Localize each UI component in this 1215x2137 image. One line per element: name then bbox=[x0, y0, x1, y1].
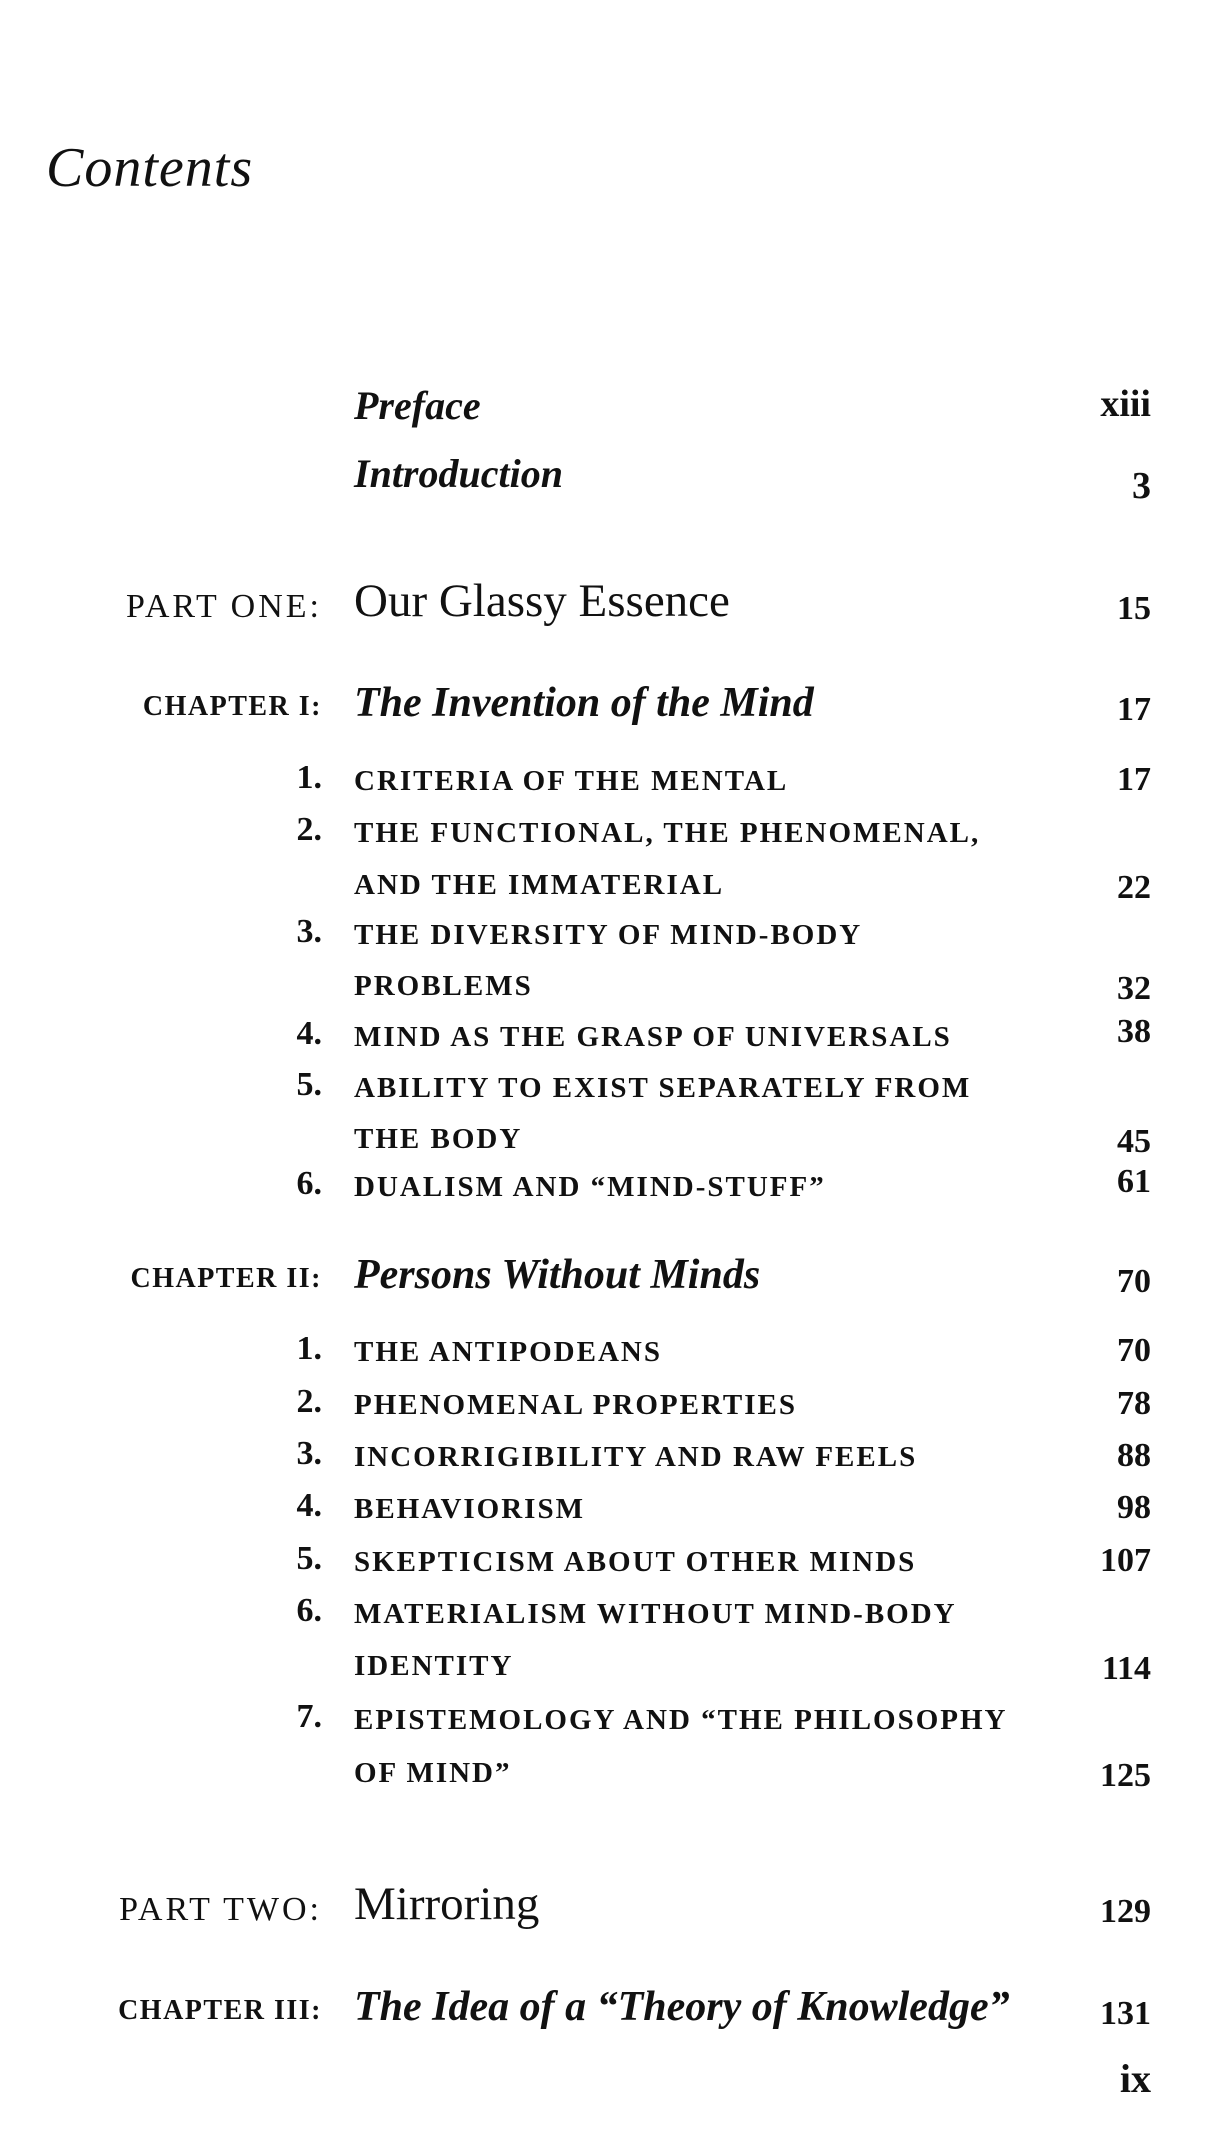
section-title: EPISTEMOLOGY AND “THE PHILOSOPHY bbox=[354, 1704, 1008, 1736]
page-title: Contents bbox=[46, 137, 254, 199]
toc-section bbox=[0, 1696, 1215, 1756]
section-page: 32 bbox=[1117, 970, 1151, 1007]
section-page: 38 bbox=[1117, 1013, 1151, 1050]
section-title-continued: AND THE IMMATERIAL bbox=[354, 869, 725, 901]
part-title: Our Glassy Essence bbox=[354, 575, 730, 627]
toc-chapter-2 bbox=[0, 1252, 1215, 1315]
chapter-title: The Idea of a “Theory of Knowledge” bbox=[354, 1984, 1010, 2030]
section-page: 22 bbox=[1117, 869, 1151, 906]
toc-part-two bbox=[0, 1878, 1215, 1943]
toc-section bbox=[0, 1485, 1215, 1545]
toc-section-continued bbox=[0, 1642, 1215, 1702]
section-number: 2. bbox=[296, 1383, 322, 1420]
chapter-page: 17 bbox=[1117, 691, 1151, 728]
chapter-label: CHAPTER III: bbox=[118, 1995, 322, 2026]
entry-page: xiii bbox=[1100, 383, 1151, 425]
section-number: 1. bbox=[296, 759, 322, 796]
toc-chapter-1 bbox=[0, 680, 1215, 743]
section-page: 107 bbox=[1100, 1542, 1151, 1579]
section-page: 88 bbox=[1117, 1437, 1151, 1474]
section-title: BEHAVIORISM bbox=[354, 1493, 585, 1525]
toc-section bbox=[0, 1590, 1215, 1650]
section-title-continued: IDENTITY bbox=[354, 1650, 514, 1682]
entry-title: Preface bbox=[354, 383, 481, 428]
part-title: Mirroring bbox=[354, 1878, 540, 1930]
section-page: 70 bbox=[1117, 1332, 1151, 1369]
part-label: PART TWO: bbox=[119, 1891, 322, 1928]
toc-section bbox=[0, 1538, 1215, 1598]
section-page: 125 bbox=[1100, 1757, 1151, 1794]
section-title-continued: PROBLEMS bbox=[354, 970, 533, 1002]
section-number: 6. bbox=[296, 1165, 322, 1202]
section-title: MATERIALISM WITHOUT MIND-BODY bbox=[354, 1598, 957, 1630]
section-title-continued: THE BODY bbox=[354, 1123, 523, 1155]
toc-section bbox=[0, 809, 1215, 869]
section-number: 1. bbox=[296, 1330, 322, 1367]
section-number: 7. bbox=[296, 1698, 322, 1735]
section-number: 4. bbox=[296, 1487, 322, 1524]
chapter-page: 131 bbox=[1100, 1995, 1151, 2032]
section-number: 4. bbox=[296, 1015, 322, 1052]
section-title: PHENOMENAL PROPERTIES bbox=[354, 1389, 798, 1421]
section-title: CRITERIA OF THE MENTAL bbox=[354, 765, 789, 797]
section-title: THE FUNCTIONAL, THE PHENOMENAL, bbox=[354, 817, 981, 849]
section-number: 5. bbox=[296, 1540, 322, 1577]
toc-section bbox=[0, 757, 1215, 817]
toc-section-continued bbox=[0, 1749, 1215, 1809]
section-page: 17 bbox=[1117, 761, 1151, 798]
section-number: 2. bbox=[296, 811, 322, 848]
chapter-title: Persons Without Minds bbox=[354, 1252, 761, 1298]
section-title: SKEPTICISM ABOUT OTHER MINDS bbox=[354, 1546, 917, 1578]
section-title: MIND AS THE GRASP OF UNIVERSALS bbox=[354, 1021, 952, 1053]
section-title: INCORRIGIBILITY AND RAW FEELS bbox=[354, 1441, 918, 1473]
section-title: DUALISM AND “MIND-STUFF” bbox=[354, 1171, 826, 1203]
section-page: 114 bbox=[1101, 1650, 1151, 1687]
section-title: THE DIVERSITY OF MIND-BODY bbox=[354, 919, 863, 951]
chapter-title: The Invention of the Mind bbox=[354, 680, 814, 726]
chapter-label: CHAPTER II: bbox=[130, 1263, 322, 1294]
section-page: 61 bbox=[1117, 1163, 1151, 1200]
section-page: 98 bbox=[1117, 1489, 1151, 1526]
entry-page: 3 bbox=[1132, 465, 1151, 507]
toc-chapter-3 bbox=[0, 1984, 1215, 2047]
page-folio: ix bbox=[1119, 2056, 1151, 2101]
toc-entry-introduction bbox=[0, 450, 1215, 510]
chapter-page: 70 bbox=[1117, 1263, 1151, 1300]
section-number: 3. bbox=[296, 913, 322, 950]
part-page: 129 bbox=[1100, 1893, 1151, 1930]
part-label: PART ONE: bbox=[126, 588, 322, 625]
section-number: 6. bbox=[296, 1592, 322, 1629]
section-title: THE ANTIPODEANS bbox=[354, 1336, 662, 1368]
toc-section bbox=[0, 1328, 1215, 1388]
toc-part-one bbox=[0, 575, 1215, 640]
section-title: ABILITY TO EXIST SEPARATELY FROM bbox=[354, 1072, 972, 1104]
section-number: 5. bbox=[296, 1066, 322, 1103]
section-page: 45 bbox=[1117, 1123, 1151, 1160]
toc-section bbox=[0, 1163, 1215, 1223]
toc-section bbox=[0, 1381, 1215, 1441]
section-title-continued: OF MIND” bbox=[354, 1757, 512, 1789]
toc-entry-preface bbox=[0, 382, 1215, 442]
part-page: 15 bbox=[1117, 590, 1151, 627]
toc-section bbox=[0, 1433, 1215, 1493]
chapter-label: CHAPTER I: bbox=[142, 691, 322, 722]
entry-title: Introduction bbox=[354, 451, 563, 496]
section-page: 78 bbox=[1117, 1385, 1151, 1422]
section-number: 3. bbox=[296, 1435, 322, 1472]
